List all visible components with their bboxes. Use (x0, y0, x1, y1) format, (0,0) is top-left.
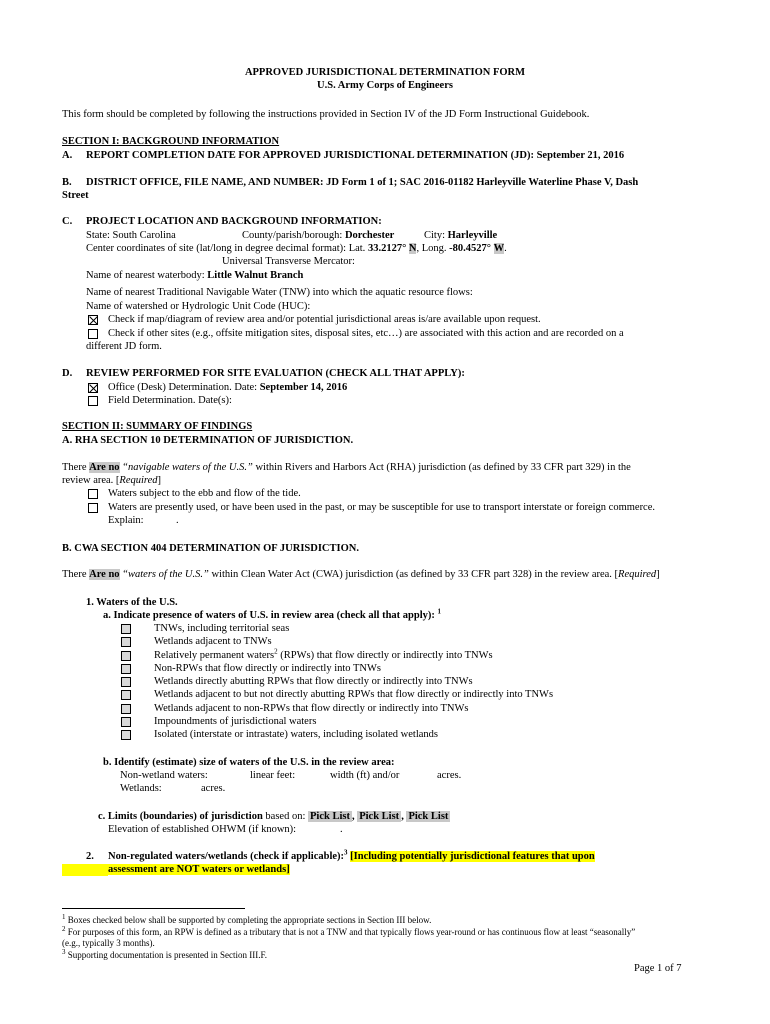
linear-feet-label: linear feet: (250, 770, 296, 781)
cwa-there: There (62, 569, 87, 580)
cwa-quote: “waters of the U.S.” (122, 569, 209, 580)
project-location-heading: PROJECT LOCATION AND BACKGROUND INFORMATION: (86, 216, 382, 227)
wetlands-abutting-rpw-checkbox[interactable] (121, 677, 131, 687)
ebb-flow-label: Waters subject to the ebb and flow of the tide. (108, 488, 301, 499)
width-label: width (ft) and/or (330, 770, 400, 781)
other-sites-checkbox[interactable] (88, 329, 98, 339)
non-regulated-text: Non-regulated waters/wetlands (check if applicable): (108, 851, 345, 862)
waters-item-impoundments: Impoundments of jurisdictional waters (154, 716, 317, 727)
limits-pick-list-1[interactable]: Pick List (310, 811, 350, 822)
intro-text: This form should be completed by following the instructions provided in Section IV of the JD Form Instructional Guidebook. (62, 109, 590, 120)
ohwm-value[interactable]: . (340, 824, 343, 835)
comma-1: , (351, 811, 355, 822)
indicate-presence-heading (103, 607, 441, 622)
non-regulated-highlight-1: [Including potentially jurisdictional features that upon (350, 851, 595, 862)
state-field: State: South Carolina (86, 230, 176, 241)
rpw-text: Relatively permanent waters (154, 650, 275, 661)
cwa-end: ] (656, 569, 660, 580)
latitude-direction[interactable]: N (408, 243, 417, 254)
city-value: Harleyville (447, 230, 498, 241)
footnote-rule (62, 908, 245, 909)
district-office-line2: Street (62, 190, 89, 201)
latitude-value: 33.2127° (367, 243, 407, 254)
county-field (242, 230, 394, 242)
office-date: September 14, 2016 (259, 382, 348, 393)
waterbody-label: Name of nearest waterbody: (86, 270, 205, 281)
explain-label: Explain: (108, 515, 144, 526)
footnote-3 (62, 950, 267, 961)
acres-label-2: acres. (201, 783, 226, 794)
office-determination-checkbox[interactable] (88, 383, 98, 393)
ohwm-label: Elevation of established OHWM (if known): (108, 824, 297, 835)
section1-a-label: A. (62, 150, 73, 161)
non-regulated-line1 (108, 848, 595, 863)
rha-required: Required (119, 475, 158, 486)
tnw-checkbox[interactable] (121, 624, 131, 634)
office-label: Office (Desk) Determination. Date: (108, 382, 258, 393)
limits-pick-list-2[interactable]: Pick List (359, 811, 400, 822)
huc-field: Name of watershed or Hydrologic Unit Code (HUC): (86, 301, 311, 312)
non-regulated-highlight-2: assessment are NOT waters or wetlands] (108, 864, 290, 875)
rpw-checkbox[interactable] (121, 651, 131, 661)
footnote-3-number: 3 (62, 948, 66, 956)
report-date-line: REPORT COMPLETION DATE FOR APPROVED JURISDICTIONAL DETERMINATION (JD): September 21, 2016 (86, 150, 625, 161)
map-available-label: Check if map/diagram of review area and/or potential jurisdictional areas is/are available upon request. (108, 314, 541, 325)
waters-item-rpw (154, 647, 493, 662)
commerce-checkbox[interactable] (88, 503, 98, 513)
footnote-3-text: Supporting documentation is presented in Section III.F. (65, 950, 267, 960)
limits-label: c. Limits (boundaries) of jurisdiction (98, 811, 263, 822)
rha-heading: A. RHA SECTION 10 DETERMINATION OF JURISDICTION. (62, 435, 354, 446)
longitude-direction[interactable]: W (493, 243, 505, 254)
form-title: APPROVED JURISDICTIONAL DETERMINATION FORM (244, 67, 526, 78)
rha-line2b: ] (157, 475, 162, 486)
other-sites-label-line2: different JD form. (86, 341, 162, 352)
county-value: Dorchester (344, 230, 395, 241)
form-subtitle: U.S. Army Corps of Engineers (317, 80, 453, 91)
ebb-flow-checkbox[interactable] (88, 489, 98, 499)
non-wetland-label: Non-wetland waters: (120, 770, 208, 781)
county-label: County/parish/borough: (242, 230, 343, 241)
cwa-required: Required (618, 569, 657, 580)
impoundments-checkbox[interactable] (121, 717, 131, 727)
section2-heading: SECTION II: SUMMARY OF FINDINGS (62, 421, 253, 432)
wetlands-size-label: Wetlands: (120, 783, 162, 794)
indicate-presence-text: a. Indicate presence of waters of U.S. in review area (check all that apply): (103, 610, 435, 621)
tnw-field: Name of nearest Traditional Navigable Water (TNW) into which the aquatic resource flows: (86, 287, 473, 298)
cwa-heading: B. CWA SECTION 404 DETERMINATION OF JURISDICTION. (62, 543, 359, 554)
footnote-1-text: Boxes checked below shall be supported by completing the appropriate sections in Section III below. (65, 915, 432, 925)
rpw-rest: (RPWs) that flow directly or indirectly into TNWs (277, 650, 493, 661)
footnote-1 (62, 915, 431, 926)
identify-size-heading: b. Identify (estimate) size of waters of the U.S. in the review area: (103, 757, 395, 768)
rha-statement-line2 (62, 475, 161, 487)
long-label: , Long. (416, 243, 447, 254)
section1-heading: SECTION I: BACKGROUND INFORMATION (62, 136, 280, 147)
rha-quote: “navigable waters of the U.S.” (122, 462, 253, 473)
map-available-checkbox[interactable] (88, 315, 98, 325)
office-determination-field (108, 382, 347, 394)
isolated-waters-checkbox[interactable] (121, 730, 131, 740)
rha-rest: within Rivers and Harbors Act (RHA) jurisdiction (as defined by 33 CFR part 329) in the (255, 462, 631, 473)
wetlands-adjacent-rpw-checkbox[interactable] (121, 690, 131, 700)
commerce-label: Waters are presently used, or have been used in the past, or may be susceptible for use to transport interstate or foreign commerce. (108, 502, 656, 513)
acres-label-1: acres. (437, 770, 462, 781)
footnote-ref-2: 2 (274, 647, 278, 656)
footnote-1-number: 1 (62, 913, 66, 921)
section1-b-label: B. (62, 177, 72, 188)
footnote-2-number: 2 (62, 925, 66, 933)
based-on: based on: (265, 811, 306, 822)
field-determination-label: Field Determination. Date(s): (108, 395, 232, 406)
non-rpw-checkbox[interactable] (121, 664, 131, 674)
cwa-statement (62, 569, 660, 581)
rha-pick-list[interactable]: Are no (89, 462, 120, 473)
rha-statement-line1 (62, 462, 631, 474)
limits-pick-list-3[interactable]: Pick List (408, 811, 449, 822)
waters-item-adjacent-rpw: Wetlands adjacent to but not directly abutting RPWs that flow directly or indirectly into TNWs (154, 689, 554, 700)
waters-us-heading: 1. Waters of the U.S. (86, 597, 178, 608)
footnote-2-cont: (e.g., typically 3 months). (62, 938, 155, 948)
comma-2: , (401, 811, 404, 822)
coords-label: Center coordinates of site (lat/long in degree decimal format): Lat. (86, 243, 366, 254)
waters-item-non-rpw: Non-RPWs that flow directly or indirectly into TNWs (154, 663, 381, 674)
waters-item-tnw: TNWs, including territorial seas (154, 623, 290, 634)
footnote-ref-1: 1 (437, 607, 441, 616)
waters-item-wetlands-tnw: Wetlands adjacent to TNWs (154, 636, 272, 647)
waterbody-value: Little Walnut Branch (207, 270, 304, 281)
city-label: City: (424, 230, 446, 241)
utm-field: Universal Transverse Mercator: (222, 256, 355, 267)
review-performed-heading: REVIEW PERFORMED FOR SITE EVALUATION (CHECK ALL THAT APPLY): (86, 368, 465, 379)
other-sites-label-line1: Check if other sites (e.g., offsite mitigation sites, disposal sites, etc…) are associated with this action and are recorded on a (108, 328, 624, 339)
highlight-pad (62, 864, 108, 876)
longitude-value: -80.4527° (449, 243, 491, 254)
field-determination-checkbox[interactable] (88, 396, 98, 406)
footnote-2 (62, 927, 635, 938)
rha-line2a: review area. [ (62, 475, 120, 486)
non-regulated-line2 (108, 864, 290, 876)
explain-value[interactable]: . (176, 515, 179, 526)
waterbody-field (86, 270, 303, 282)
limits-line (98, 811, 450, 823)
highlight-lead (62, 864, 110, 876)
footnote-2-text: For purposes of this form, an RPW is defined as a tributary that is not a TNW and that typically flows year-round or has continuous flow at least “seasonally” (65, 927, 636, 937)
city-field (424, 230, 497, 242)
page-number: Page 1 of 7 (634, 963, 682, 974)
wetlands-adjacent-non-rpw-checkbox[interactable] (121, 704, 131, 714)
wetlands-adjacent-tnw-checkbox[interactable] (121, 637, 131, 647)
coordinates-line: Center coordinates of site (lat/long in degree decimal format): Lat. 33.2127° N, Long. -80.4527° W. (86, 243, 507, 254)
rha-there: There (62, 462, 87, 473)
waters-item-abutting-rpw: Wetlands directly abutting RPWs that flow directly or indirectly into TNWs (154, 676, 473, 687)
non-regulated-number: 2. (86, 851, 94, 862)
district-office-line1: DISTRICT OFFICE, FILE NAME, AND NUMBER: JD Form 1 of 1; SAC 2016-01182 Harleyville Waterline Phase V, Dash (86, 177, 639, 188)
section1-d-label: D. (62, 368, 73, 379)
waters-item-adjacent-non-rpw: Wetlands adjacent to non-RPWs that flow directly or indirectly into TNWs (154, 703, 469, 714)
waters-item-isolated: Isolated (interstate or intrastate) waters, including isolated wetlands (154, 729, 438, 740)
cwa-rest: within Clean Water Act (CWA) jurisdiction (as defined by 33 CFR part 328) in the review area. [ (211, 569, 619, 580)
cwa-pick-list[interactable]: Are no (89, 569, 120, 580)
footnote-ref-3: 3 (344, 848, 348, 857)
section1-c-label: C. (62, 216, 73, 227)
